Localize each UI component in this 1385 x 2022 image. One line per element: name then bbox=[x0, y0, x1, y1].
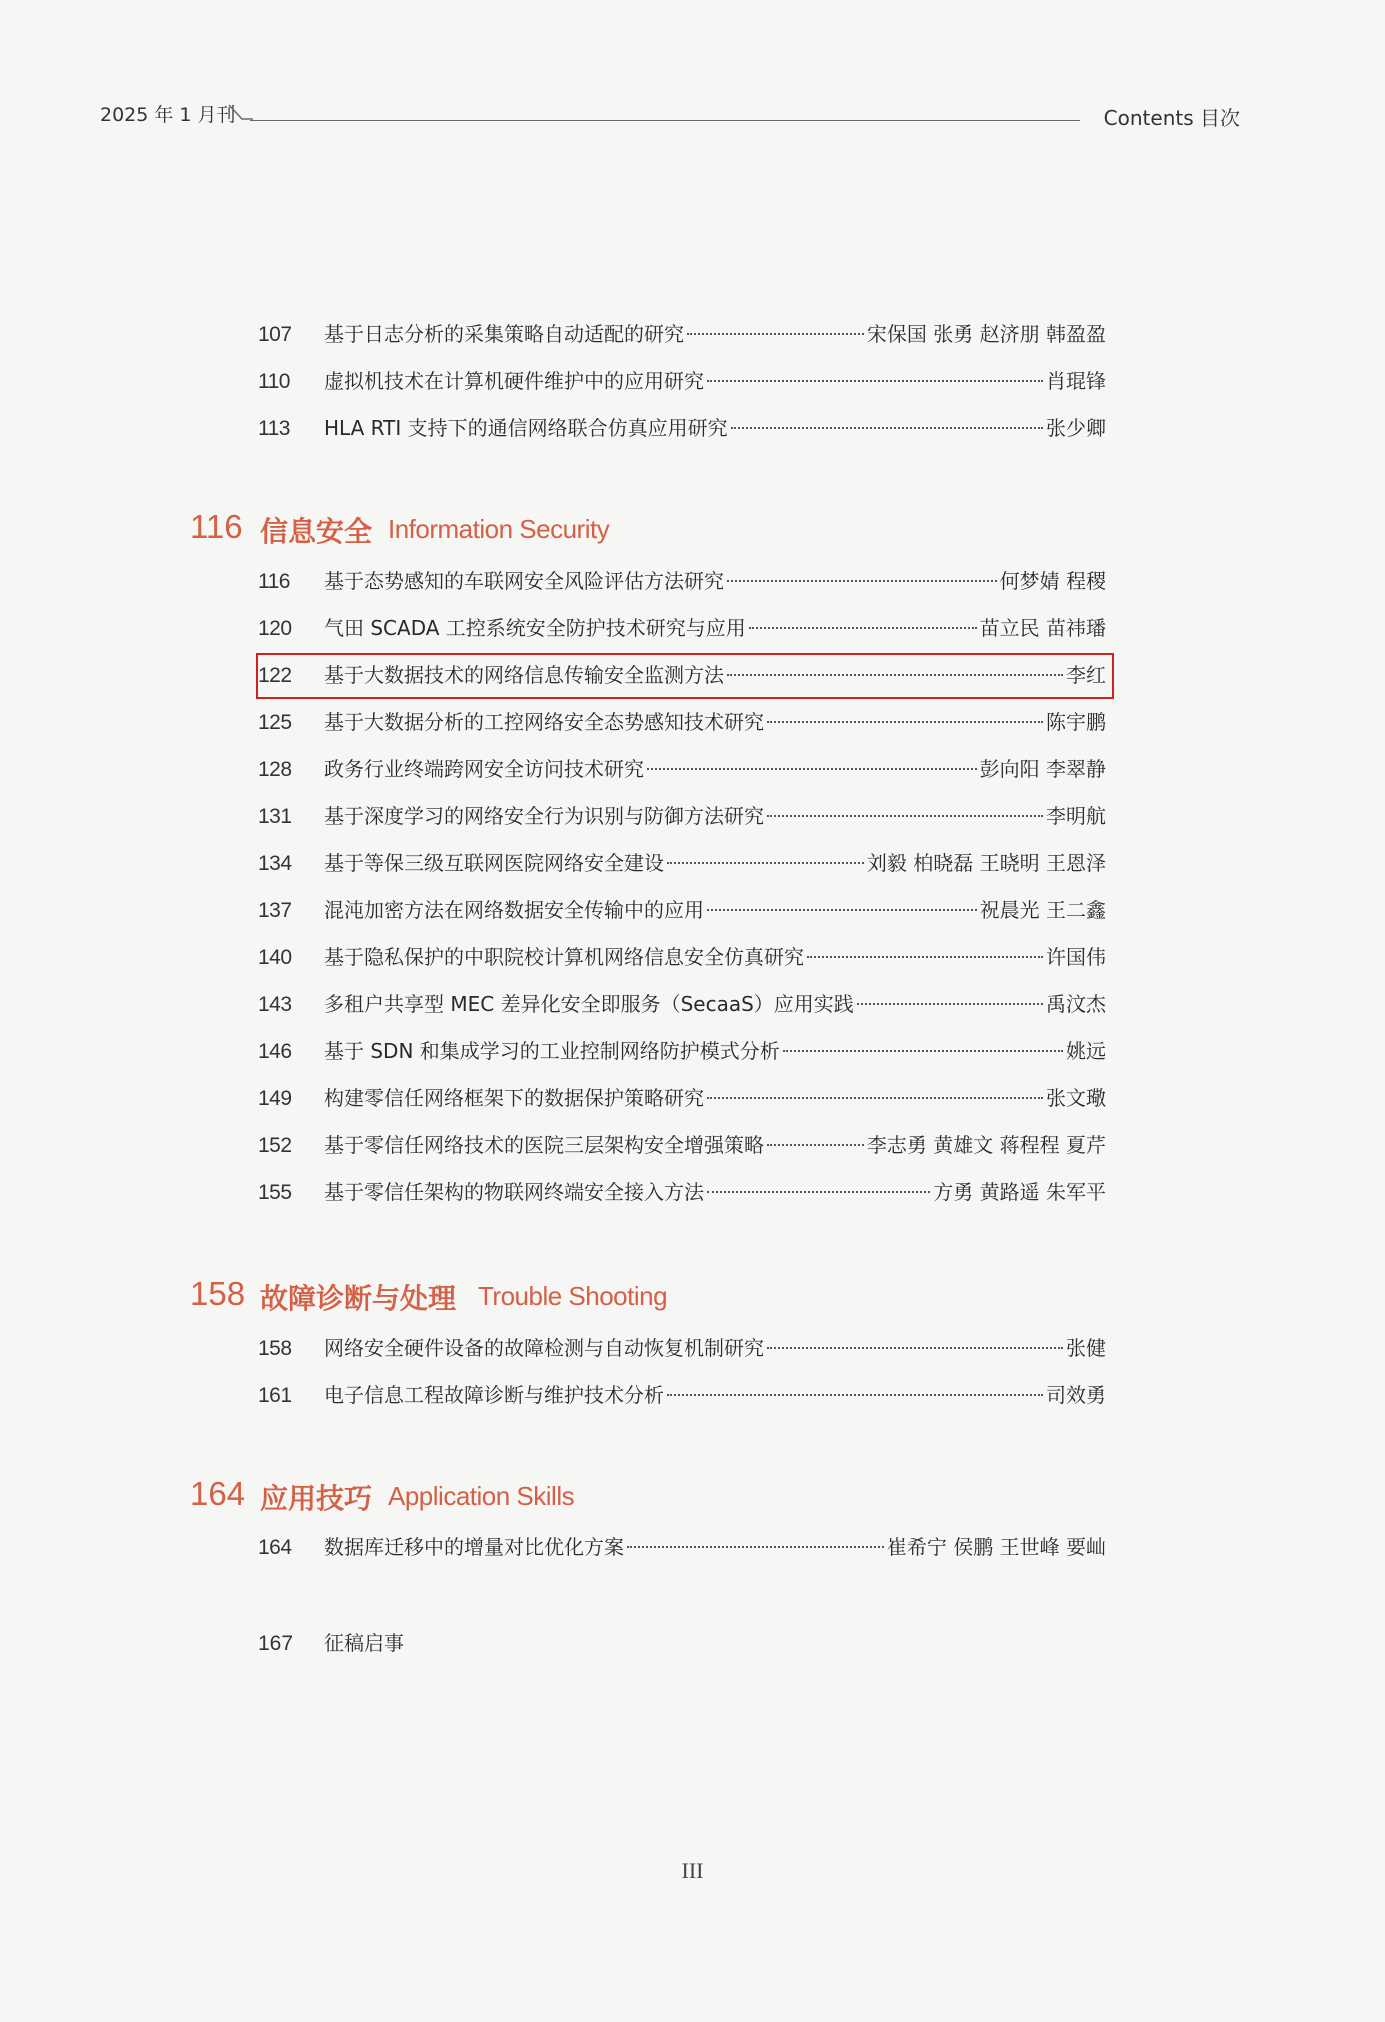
entry-page: 143 bbox=[258, 993, 292, 1016]
entry-author: 宋保国 张勇 赵济朋 韩盈盈 bbox=[866, 322, 1106, 346]
section-number: 116 bbox=[190, 508, 243, 545]
entry-author: 李明航 bbox=[1046, 804, 1106, 828]
section-number: 158 bbox=[190, 1275, 246, 1312]
header-rule bbox=[250, 120, 1080, 121]
section-heading-information-security[interactable] bbox=[190, 508, 1150, 554]
entry-title: 基于等保三级互联网医院网络安全建设 bbox=[324, 851, 664, 875]
entry-page: 149 bbox=[258, 1087, 292, 1110]
leader-dots bbox=[767, 815, 1043, 817]
entry-author: 姚远 bbox=[1066, 1039, 1106, 1063]
page-number: III bbox=[681, 1858, 704, 1883]
leader-dots bbox=[727, 580, 997, 582]
entry-author: 张少卿 bbox=[1046, 416, 1106, 440]
toc-entry[interactable] bbox=[258, 1531, 1106, 1567]
leader-dots bbox=[687, 333, 864, 335]
leader-dots bbox=[707, 1097, 1043, 1099]
entry-title: 气田 SCADA 工控系统安全防护技术研究与应用 bbox=[324, 616, 746, 640]
entry-author: 方勇 黄路遥 朱军平 bbox=[933, 1180, 1106, 1204]
entry-page: 134 bbox=[258, 852, 292, 875]
leader-dots bbox=[727, 674, 1063, 676]
entry-page: 131 bbox=[258, 805, 292, 828]
entry-title: 基于大数据分析的工控网络安全态势感知技术研究 bbox=[324, 710, 764, 734]
leader-dots bbox=[647, 768, 977, 770]
leader-dots bbox=[767, 721, 1043, 723]
entry-author: 李志勇 黄雄文 蒋程程 夏芹 bbox=[866, 1133, 1106, 1157]
entry-title: 征稿启事 bbox=[324, 1631, 404, 1655]
entry-author: 许国伟 bbox=[1046, 945, 1106, 969]
entry-title: 虚拟机技术在计算机硬件维护中的应用研究 bbox=[324, 369, 704, 393]
toc-entry[interactable] bbox=[258, 894, 1106, 930]
leader-dots bbox=[857, 1003, 1043, 1005]
entry-author: 张文璥 bbox=[1046, 1086, 1106, 1110]
entry-author: 张健 bbox=[1066, 1336, 1106, 1360]
entry-page: 128 bbox=[258, 758, 292, 781]
toc-entry[interactable] bbox=[258, 1129, 1106, 1165]
leader-dots bbox=[783, 1050, 1063, 1052]
section-title-zh: 信息安全 bbox=[260, 515, 373, 548]
entry-page: 107 bbox=[258, 323, 292, 346]
leader-dots bbox=[707, 909, 977, 911]
entry-page: 155 bbox=[258, 1181, 292, 1204]
toc-entry[interactable] bbox=[258, 1176, 1106, 1212]
entry-title: 基于深度学习的网络安全行为识别与防御方法研究 bbox=[324, 804, 764, 828]
toc-entry[interactable] bbox=[258, 1082, 1106, 1118]
leader-dots bbox=[667, 862, 864, 864]
contents-label: Contents 目次 bbox=[1103, 106, 1240, 130]
leader-dots bbox=[707, 1191, 930, 1193]
section-title-zh: 故障诊断与处理 bbox=[260, 1282, 457, 1315]
entry-author: 刘毅 柏晓磊 王晓明 王恩泽 bbox=[866, 851, 1106, 875]
toc-entry[interactable] bbox=[258, 565, 1106, 601]
leader-dots bbox=[627, 1546, 884, 1548]
section-heading-application-skills[interactable] bbox=[190, 1475, 1150, 1521]
toc-entry[interactable] bbox=[258, 412, 1106, 448]
entry-page: 146 bbox=[258, 1040, 292, 1063]
entry-author: 崔希宁 侯鹏 王世峰 要屾 bbox=[886, 1535, 1106, 1559]
entry-page: 122 bbox=[258, 664, 292, 687]
entry-author: 苗立民 苗祎璠 bbox=[979, 616, 1106, 640]
entry-author: 何梦婧 程稷 bbox=[999, 569, 1106, 593]
entry-title: 多租户共享型 MEC 差异化安全即服务（SecaaS）应用实践 bbox=[324, 992, 854, 1016]
section-title-zh: 应用技巧 bbox=[260, 1482, 373, 1515]
section-title-en: Application Skills bbox=[388, 1481, 575, 1511]
entry-author: 李红 bbox=[1066, 663, 1106, 687]
entry-page: 116 bbox=[258, 570, 290, 593]
entry-page: 167 bbox=[258, 1632, 294, 1655]
entry-title: HLA RTI 支持下的通信网络联合仿真应用研究 bbox=[324, 416, 728, 440]
toc-entry[interactable] bbox=[258, 1035, 1106, 1071]
leader-dots bbox=[707, 380, 1043, 382]
entry-title: 基于零信任网络技术的医院三层架构安全增强策略 bbox=[324, 1133, 764, 1157]
entry-title: 政务行业终端跨网安全访问技术研究 bbox=[324, 757, 644, 781]
entry-title: 基于日志分析的采集策略自动适配的研究 bbox=[324, 322, 684, 346]
toc-entry[interactable] bbox=[258, 1379, 1106, 1415]
leader-dots bbox=[731, 427, 1043, 429]
issue-date: 2025 年 1 月刊 bbox=[100, 104, 236, 126]
toc-entry[interactable] bbox=[258, 753, 1106, 789]
entry-page: 161 bbox=[258, 1384, 292, 1407]
entry-page: 125 bbox=[258, 711, 292, 734]
section-number: 164 bbox=[190, 1475, 246, 1512]
entry-title: 基于大数据技术的网络信息传输安全监测方法 bbox=[324, 663, 724, 687]
toc-entry-solicitation[interactable] bbox=[258, 1627, 404, 1656]
entry-page: 164 bbox=[258, 1536, 292, 1559]
entry-title: 基于隐私保护的中职院校计算机网络信息安全仿真研究 bbox=[324, 945, 804, 969]
entry-title: 基于态势感知的车联网安全风险评估方法研究 bbox=[324, 569, 724, 593]
entry-page: 110 bbox=[258, 370, 290, 393]
entry-author: 禹汶杰 bbox=[1046, 992, 1106, 1016]
entry-author: 彭向阳 李翠静 bbox=[979, 757, 1106, 781]
entry-title: 数据库迁移中的增量对比优化方案 bbox=[324, 1535, 624, 1559]
toc-entry[interactable] bbox=[258, 612, 1106, 648]
entry-page: 140 bbox=[258, 946, 292, 969]
entry-title: 电子信息工程故障诊断与维护技术分析 bbox=[324, 1383, 664, 1407]
toc-entry-highlighted[interactable] bbox=[258, 659, 1106, 695]
leader-dots bbox=[767, 1144, 864, 1146]
entry-author: 陈宇鹏 bbox=[1046, 710, 1106, 734]
entry-author: 肖琨锋 bbox=[1046, 369, 1106, 393]
leader-dots bbox=[749, 627, 977, 629]
section-heading-trouble-shooting[interactable] bbox=[190, 1275, 1150, 1321]
entry-title: 混沌加密方法在网络数据安全传输中的应用 bbox=[324, 898, 704, 922]
entry-author: 祝晨光 王二鑫 bbox=[979, 898, 1106, 922]
toc-entry[interactable] bbox=[258, 318, 1106, 354]
toc-entry[interactable] bbox=[258, 988, 1106, 1024]
leader-dots bbox=[667, 1394, 1043, 1396]
toc-entry[interactable] bbox=[258, 941, 1106, 977]
header-slash-ornament bbox=[228, 104, 253, 121]
entry-title: 基于零信任架构的物联网终端安全接入方法 bbox=[324, 1180, 704, 1204]
entry-title: 网络安全硬件设备的故障检测与自动恢复机制研究 bbox=[324, 1336, 764, 1360]
toc-entry[interactable] bbox=[258, 800, 1106, 836]
entry-page: 152 bbox=[258, 1134, 292, 1157]
entry-author: 司效勇 bbox=[1046, 1383, 1106, 1407]
leader-dots bbox=[767, 1347, 1063, 1349]
entry-title: 基于 SDN 和集成学习的工业控制网络防护模式分析 bbox=[324, 1039, 780, 1063]
entry-page: 120 bbox=[258, 617, 292, 640]
running-header bbox=[100, 100, 1240, 130]
entry-page: 158 bbox=[258, 1337, 292, 1360]
toc-entry[interactable] bbox=[258, 1332, 1106, 1368]
entry-page: 113 bbox=[258, 417, 290, 440]
leader-dots bbox=[807, 956, 1043, 958]
toc-entry[interactable] bbox=[258, 365, 1106, 401]
entry-title: 构建零信任网络框架下的数据保护策略研究 bbox=[324, 1086, 704, 1110]
section-title-en: Information Security bbox=[388, 514, 610, 544]
toc-entry[interactable] bbox=[258, 706, 1106, 742]
toc-entry[interactable] bbox=[258, 847, 1106, 883]
entry-page: 137 bbox=[258, 899, 292, 922]
section-title-en: Trouble Shooting bbox=[478, 1281, 668, 1311]
